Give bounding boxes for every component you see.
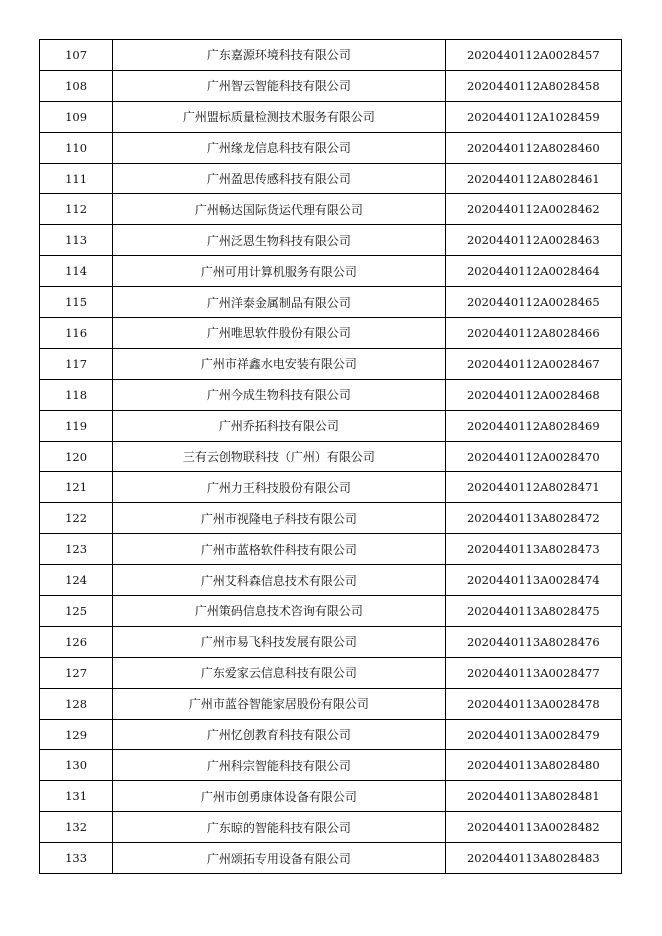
company-name-cell: 广州今成生物科技有限公司 — [113, 379, 446, 410]
row-number-cell: 115 — [40, 287, 113, 318]
table-row — [40, 101, 622, 132]
company-name-cell: 广州洋泰金属制品有限公司 — [113, 287, 446, 318]
table-row — [40, 719, 622, 750]
row-number-cell: 111 — [40, 163, 113, 194]
registration-code-cell: 2020440112A0028463 — [445, 225, 621, 256]
row-number-cell: 109 — [40, 101, 113, 132]
company-name-cell: 广州市蓝谷智能家居股份有限公司 — [113, 688, 446, 719]
row-number-cell: 118 — [40, 379, 113, 410]
registration-code-cell: 2020440112A0028467 — [445, 348, 621, 379]
table-row — [40, 318, 622, 349]
table-row — [40, 565, 622, 596]
company-name-cell: 广州力王科技股份有限公司 — [113, 472, 446, 503]
registration-code-cell: 2020440113A8028472 — [445, 503, 621, 534]
table-row — [40, 287, 622, 318]
company-name-cell: 广州市易飞科技发展有限公司 — [113, 626, 446, 657]
table-row — [40, 657, 622, 688]
company-name-cell: 广州科宗智能科技有限公司 — [113, 750, 446, 781]
company-name-cell: 广州盈思传感科技有限公司 — [113, 163, 446, 194]
row-number-cell: 112 — [40, 194, 113, 225]
registration-code-cell: 2020440113A8028476 — [445, 626, 621, 657]
table-row — [40, 256, 622, 287]
row-number-cell: 108 — [40, 70, 113, 101]
row-number-cell: 122 — [40, 503, 113, 534]
row-number-cell: 120 — [40, 441, 113, 472]
row-number-cell: 124 — [40, 565, 113, 596]
registration-code-cell: 2020440113A8028483 — [445, 843, 621, 874]
registration-code-cell: 2020440112A0028457 — [445, 40, 621, 71]
row-number-cell: 110 — [40, 132, 113, 163]
row-number-cell: 121 — [40, 472, 113, 503]
row-number-cell: 116 — [40, 318, 113, 349]
table-row — [40, 194, 622, 225]
company-registry-table — [39, 39, 622, 874]
row-number-cell: 125 — [40, 596, 113, 627]
row-number-cell: 129 — [40, 719, 113, 750]
company-name-cell: 广东嘉源环境科技有限公司 — [113, 40, 446, 71]
company-name-cell: 广州畅达国际货运代理有限公司 — [113, 194, 446, 225]
registration-code-cell: 2020440113A8028473 — [445, 534, 621, 565]
table-body — [40, 40, 622, 874]
table-row — [40, 132, 622, 163]
company-name-cell: 广州智云智能科技有限公司 — [113, 70, 446, 101]
registration-code-cell: 2020440112A0028468 — [445, 379, 621, 410]
table-row — [40, 750, 622, 781]
table-row — [40, 688, 622, 719]
table-row — [40, 40, 622, 71]
company-name-cell: 广州市视隆电子科技有限公司 — [113, 503, 446, 534]
registration-code-cell: 2020440112A8028466 — [445, 318, 621, 349]
registration-code-cell: 2020440113A8028475 — [445, 596, 621, 627]
registration-code-cell: 2020440112A0028470 — [445, 441, 621, 472]
company-name-cell: 广州泛恩生物科技有限公司 — [113, 225, 446, 256]
company-name-cell: 广州唯思软件股份有限公司 — [113, 318, 446, 349]
registration-code-cell: 2020440112A0028462 — [445, 194, 621, 225]
registration-code-cell: 2020440112A8028458 — [445, 70, 621, 101]
row-number-cell: 128 — [40, 688, 113, 719]
registration-code-cell: 2020440112A0028464 — [445, 256, 621, 287]
row-number-cell: 114 — [40, 256, 113, 287]
row-number-cell: 117 — [40, 348, 113, 379]
registration-code-cell: 2020440112A1028459 — [445, 101, 621, 132]
company-name-cell: 广州忆创教育科技有限公司 — [113, 719, 446, 750]
row-number-cell: 127 — [40, 657, 113, 688]
table-row — [40, 503, 622, 534]
company-name-cell: 广东晾的智能科技有限公司 — [113, 812, 446, 843]
table-row — [40, 626, 622, 657]
row-number-cell: 107 — [40, 40, 113, 71]
table-row — [40, 812, 622, 843]
registration-code-cell: 2020440112A8028461 — [445, 163, 621, 194]
registration-code-cell: 2020440113A8028480 — [445, 750, 621, 781]
table-row — [40, 225, 622, 256]
company-name-cell: 三有云创物联科技（广州）有限公司 — [113, 441, 446, 472]
registration-code-cell: 2020440113A0028477 — [445, 657, 621, 688]
registration-code-cell: 2020440112A8028460 — [445, 132, 621, 163]
registration-code-cell: 2020440112A0028465 — [445, 287, 621, 318]
registration-code-cell: 2020440112A8028469 — [445, 410, 621, 441]
company-name-cell: 广州盟标质量检测技术服务有限公司 — [113, 101, 446, 132]
company-name-cell: 广州艾科森信息技术有限公司 — [113, 565, 446, 596]
table-row — [40, 843, 622, 874]
company-name-cell: 广东爱家云信息科技有限公司 — [113, 657, 446, 688]
company-name-cell: 广州缘龙信息科技有限公司 — [113, 132, 446, 163]
row-number-cell: 119 — [40, 410, 113, 441]
registration-code-cell: 2020440113A0028482 — [445, 812, 621, 843]
registration-code-cell: 2020440113A0028474 — [445, 565, 621, 596]
registration-code-cell: 2020440113A0028479 — [445, 719, 621, 750]
company-name-cell: 广州乔拓科技有限公司 — [113, 410, 446, 441]
row-number-cell: 132 — [40, 812, 113, 843]
registration-code-cell: 2020440113A8028481 — [445, 781, 621, 812]
table-row — [40, 379, 622, 410]
company-name-cell: 广州市祥鑫水电安装有限公司 — [113, 348, 446, 379]
company-name-cell: 广州市蓝格软件科技有限公司 — [113, 534, 446, 565]
table-row — [40, 596, 622, 627]
table-row — [40, 781, 622, 812]
table-row — [40, 534, 622, 565]
row-number-cell: 131 — [40, 781, 113, 812]
company-name-cell: 广州颂拓专用设备有限公司 — [113, 843, 446, 874]
row-number-cell: 113 — [40, 225, 113, 256]
company-name-cell: 广州可用计算机服务有限公司 — [113, 256, 446, 287]
table-row — [40, 163, 622, 194]
row-number-cell: 126 — [40, 626, 113, 657]
row-number-cell: 123 — [40, 534, 113, 565]
table-row — [40, 441, 622, 472]
company-name-cell: 广州策码信息技术咨询有限公司 — [113, 596, 446, 627]
registration-code-cell: 2020440112A8028471 — [445, 472, 621, 503]
table-row — [40, 70, 622, 101]
registration-code-cell: 2020440113A0028478 — [445, 688, 621, 719]
row-number-cell: 133 — [40, 843, 113, 874]
table-row — [40, 348, 622, 379]
company-name-cell: 广州市创勇康体设备有限公司 — [113, 781, 446, 812]
table-row — [40, 472, 622, 503]
row-number-cell: 130 — [40, 750, 113, 781]
table-row — [40, 410, 622, 441]
